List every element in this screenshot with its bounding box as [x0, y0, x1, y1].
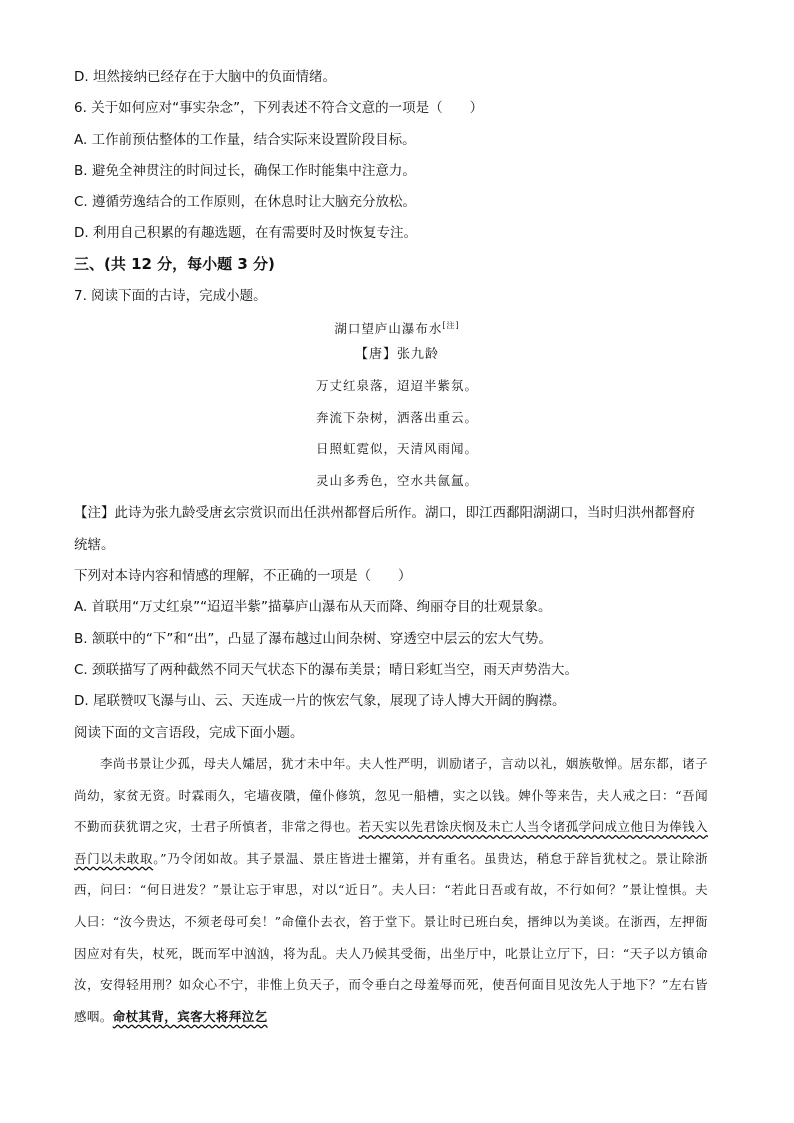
q6-option-b: B. 避免全神贯注的时间过长，确保工作时能集中注意力。 — [74, 163, 416, 179]
q6-stem: 6. 关于如何应对“事实杂念”，下列表述不符合文意的一项是（ ） — [74, 100, 484, 116]
poem-title — [0, 316, 794, 339]
q6-option-a: A. 工作前预估整体的工作量，结合实际来设置阶段目标。 — [74, 132, 416, 148]
poem-title-text: 湖口望庐山瀑布水 — [334, 321, 443, 337]
q7-option-d: D. 尾联赞叹飞瀑与山、云、天连成一片的恢宏气象，展现了诗人博大开阔的胸襟。 — [74, 693, 566, 709]
q7-option-a: A. 首联用“万丈红泉”“迢迢半紫”描摹庐山瀑布从天而降、绚丽夺目的壮观景象。 — [74, 599, 552, 615]
classical-intro: 阅读下面的文言语段，完成下面小题。 — [74, 725, 304, 741]
section-3-heading: 三、(共 12 分，每小题 3 分) — [74, 255, 275, 273]
q7-stem: 下列对本诗内容和情感的理解，不正确的一项是（ ） — [74, 568, 412, 584]
q7-option-b: B. 颔联中的“下”和“出”，凸显了瀑布越过山间杂树、穿透空中层云的宏大气势。 — [74, 631, 552, 647]
poem-note-line-2: 统辖。 — [74, 537, 115, 553]
q7-intro: 7. 阅读下面的古诗，完成小题。 — [74, 288, 267, 304]
poem-author: 【唐】张九龄 — [354, 347, 439, 362]
passage-bold-sentence: 命杖其背，宾客大将拜泣乞 — [112, 1008, 268, 1024]
q6-option-d: D. 利用自己积累的有趣选题，在有需要时及时恢复专注。 — [74, 225, 417, 241]
poem-line: 万丈红泉落，迢迢半紫氛。 — [315, 378, 478, 393]
passage-part-3: 。”乃令闭如故。其子景温、景庄皆进士擢第，并有重名。虽贵达，稍怠于辞旨犹杖之。景让除浙西，问曰：“何日进发？”景让忘于审思，对以“近日”。夫人曰：“若此日吾或有故，不行如何？”景让惶惧。夫人曰：“汝今贵达，不须老母可矣！”命僮仆去衣，笞于堂下。景让时已班白矣，搢绅以为美谈。在浙西，左押衙因应对有失，杖死，既而军中汹汹，将为乱。夫人乃候其受衙，出坐厅中，叱景让立厅下，曰：“天子以方镇命汝，安得轻用刑？如众心不宁，非惟上负天子，而令垂白之母羞辱而死，使吾何面目见汝先人于地下？”左右皆感咽。 — [74, 850, 708, 1024]
poem-line: 奔流下杂树，洒落出重云。 — [315, 410, 478, 425]
q7-option-c: C. 颈联描写了两种截然不同天气状态下的瀑布美景；晴日彩虹当空，雨天声势浩大。 — [74, 662, 579, 678]
poem-line: 灵山多秀色，空水共氤氲。 — [315, 473, 478, 488]
q6-option-c: C. 遵循劳逸结合的工作原则，在休息时让大脑充分放松。 — [74, 194, 417, 210]
poem-note-line-1: 【注】此诗为张九龄受唐玄宗赏识而出任洪州都督后所作。湖口，即江西鄱阳湖湖口，当时归洪州都督府 — [74, 505, 695, 521]
classical-passage — [74, 748, 708, 1032]
poem-line: 日照虹霓似，天清风雨闻。 — [315, 441, 478, 456]
passage-part-1: 李尚书景让少孤，母夫人孀居，犹才未中年。夫人性严明，训励诸子，言动以礼，姻族敬惮。居东都，诸子尚幼，家贫无资。时霖雨久，宅墙夜隤，僮仆修筑，忽见一船槽，实之以钱。婢仆等来告，夫人戒之曰：“吾闻不勤而获犹谓之灾，士君子所慎者，非常之得也。 — [74, 756, 708, 835]
passage-underlined-sentence: 若天实以先君馀庆悯及未亡人当令诸孤学问成立他日为俸钱入吾门以未敢取 — [74, 819, 708, 866]
poem-note-mark: [注] — [442, 321, 460, 330]
q5-option-d: D. 坦然接纳已经存在于大脑中的负面情绪。 — [74, 69, 336, 85]
